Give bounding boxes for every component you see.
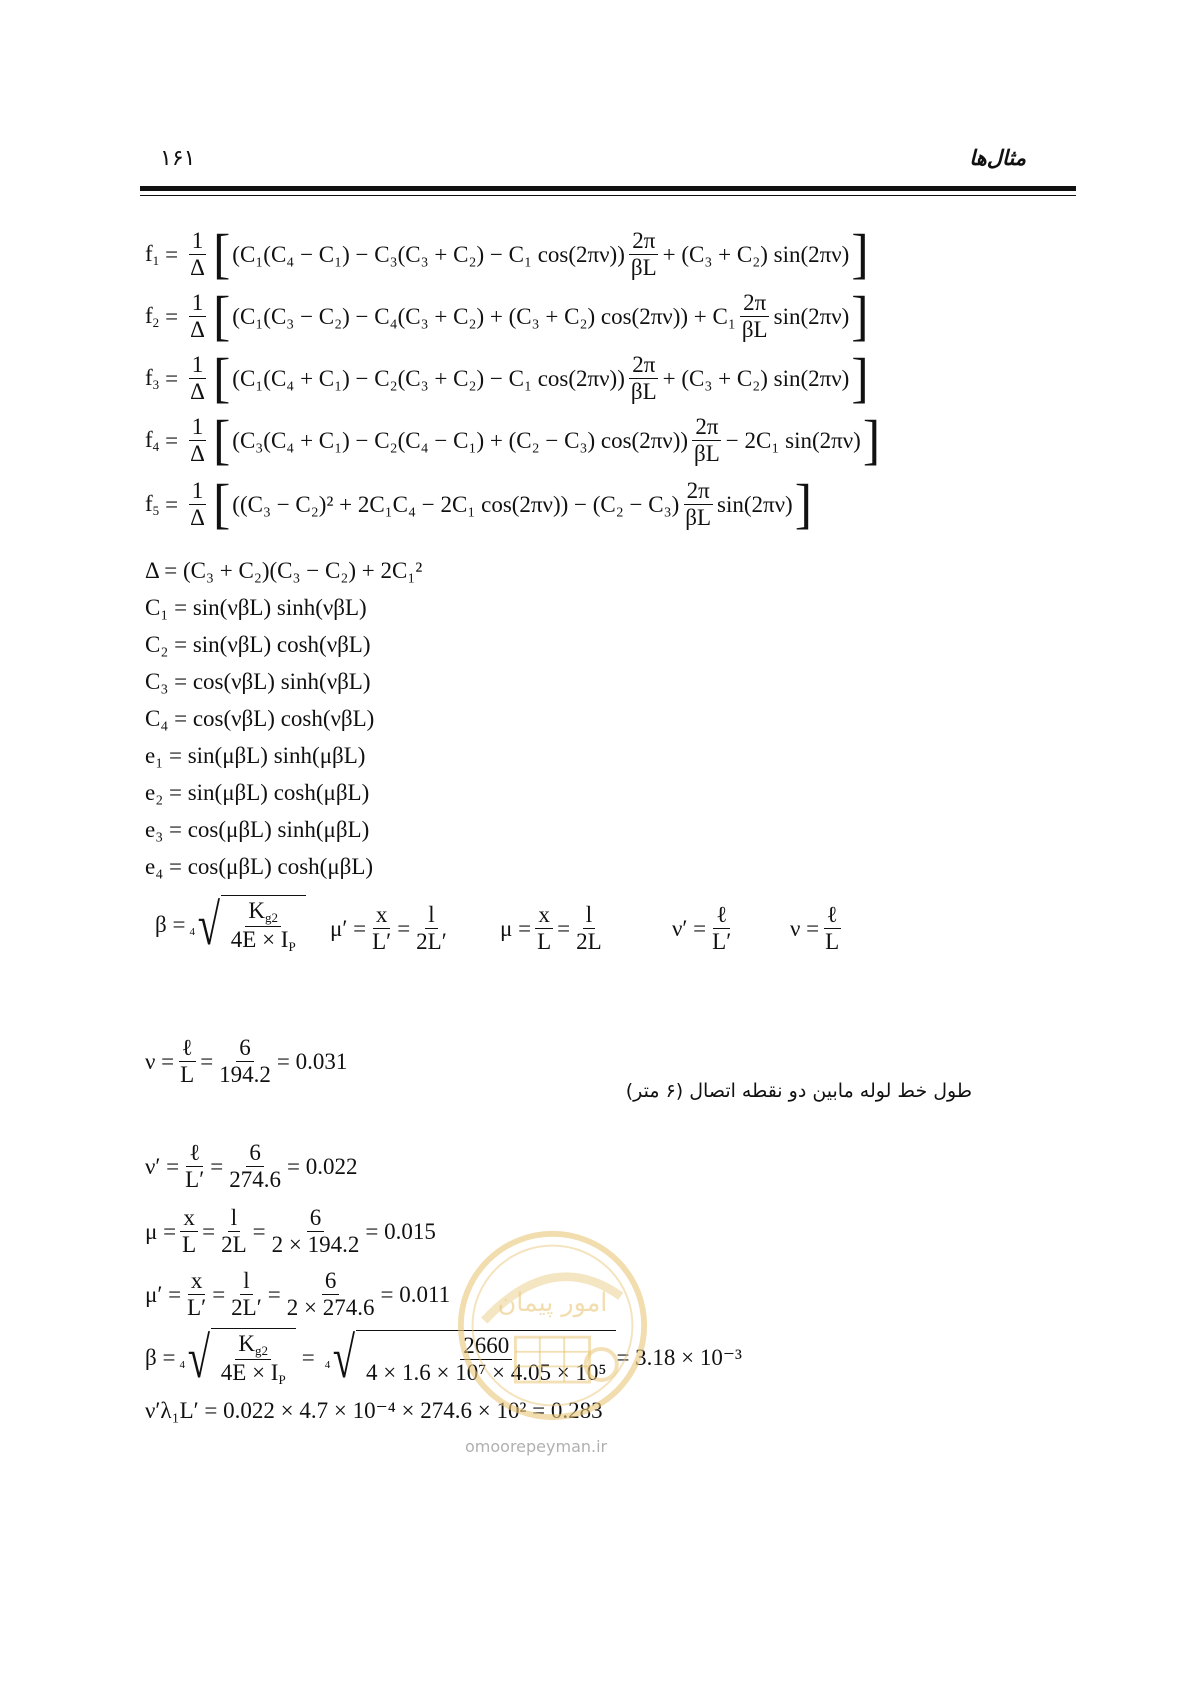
f5-body-b: sin(2πν) xyxy=(717,491,793,517)
nu-prime-lambda-calculation: ν′λ₁L′ = 0.022 × 4.7 × 10⁻⁴ × 274.6 × 10² = 0.283 xyxy=(145,1398,603,1423)
nu-calculation: ν = $\frac{\text{ℓ}}{L}$ = $\frac{6}{194.2}$ = 0.031 xyxy=(145,1035,348,1088)
f3-2pi-over-betaL: $\frac{2\pi}{\beta L}$ xyxy=(630,352,657,405)
c4-definition: C₄ = cos(νβL) cosh(νβL) xyxy=(145,706,375,731)
page-header xyxy=(140,140,1050,180)
fourth-root: 4 √ $\frac{K_{g2}}{4E \times I_P}$ xyxy=(189,895,305,955)
nu-definition: ν = $\frac{\text{ℓ}}{L}$ xyxy=(790,902,840,955)
e1-definition: e₁ = sin(μβL) sinh(μβL) xyxy=(145,743,366,768)
e4-definition: e₄ = cos(μβL) cosh(μβL) xyxy=(145,854,374,879)
f5-prefactor: $\frac{1}{\Delta}$ xyxy=(190,478,205,531)
c1-definition: C₁ = sin(νβL) sinh(νβL) xyxy=(145,595,367,620)
f1-body-a: (C₁(C₄ − C₁) − C₃(C₃ + C₂) − C₁ cos(2πν)) xyxy=(232,241,625,267)
f5-label: $f_5$ xyxy=(145,490,160,518)
f4-body-a: (C₃(C₄ + C₁) − C₂(C₄ − C₁) + (C₂ − C₃) cos(2πν)) xyxy=(232,427,689,453)
f4-2pi-over-betaL: $\frac{2\pi}{\beta L}$ xyxy=(694,414,720,467)
pipeline-length-note: طول خط لوله مابین دو نقطه اتصال (۶ متر) xyxy=(625,1080,972,1102)
f2-body-a: (C₁(C₃ − C₂) − C₄(C₃ + C₂) + (C₃ + C₂) cos(2πν)) + C₁ xyxy=(232,303,736,329)
f5-2pi-over-betaL: $\frac{2\pi}{\beta L}$ xyxy=(685,478,712,531)
e3-definition: e₃ = cos(μβL) sinh(μβL) xyxy=(145,817,370,842)
f2-label: $f_2$ xyxy=(145,302,160,330)
equation-f5: $f_5$ = $\frac{1}{\Delta}$ [ ((C₃ − C₂)² + 2C₁C₄ − 2C₁ cos(2πν)) − (C₂ − C₃) $\frac{2\pi}{\beta L}$ sin(2πν) ] xyxy=(145,474,813,535)
mu-definition: μ = $\frac{x}{L}$ = $\frac{l}{2L}$ xyxy=(500,902,602,955)
f4-prefactor: $\frac{1}{\Delta}$ xyxy=(190,414,205,467)
nu-prime-definition: ν′ = $\frac{\text{ℓ}}{L'}$ xyxy=(672,902,732,955)
delta-definition: Δ = (C₃ + C₂)(C₃ − C₂) + 2C₁² xyxy=(145,558,423,583)
beta-definition: β = 4 √ $\frac{K_{g2}}{4E \times I_P}$ xyxy=(155,895,306,955)
header-rule-thick xyxy=(140,186,1076,191)
f1-prefactor: $\frac{1}{\Delta}$ xyxy=(190,228,205,281)
beta-calculation: β = 4 √ $\frac{K_{g2}}{4E \times I_P}$ = 4 √ $\frac{2660}{\text{4 × 1.6 × 10⁷ × 4.05 × 10⁵}}$ = 3.18 × 10⁻³ xyxy=(145,1324,742,1390)
f2-prefactor: $\frac{1}{\Delta}$ xyxy=(190,290,205,343)
mu-prime-calculation: μ′ = $\frac{x}{L'}$ = $\frac{l}{2L'}$ = $\frac{6}{2 \times 274.6}$ = 0.011 xyxy=(145,1268,451,1321)
nu-prime-calculation: ν′ = $\frac{\text{ℓ}}{L'}$ = $\frac{6}{274.6}$ = 0.022 xyxy=(145,1140,358,1193)
f3-body-b: + (C₃ + C₂) sin(2πν) xyxy=(662,365,850,391)
watermark-site: omoorepeyman.ir xyxy=(465,1437,608,1456)
f3-label: $f_3$ xyxy=(145,364,160,392)
f4-label: $f_4$ xyxy=(145,426,160,454)
equation-f1: $f_1$ = $\frac{1}{\Delta}$ [ (C₁(C₄ − C₁) − C₃(C₃ + C₂) − C₁ cos(2πν)) $\frac{2\pi}{\beta L}$ + (C₃ + C₂) sin(2πν) ] xyxy=(145,224,869,285)
f1-body-b: + (C₃ + C₂) sin(2πν) xyxy=(662,241,850,267)
f3-prefactor: $\frac{1}{\Delta}$ xyxy=(190,352,205,405)
equation-f4: $f_4$ = $\frac{1}{\Delta}$ [ (C₃(C₄ + C₁) − C₂(C₄ − C₁) + (C₂ − C₃) cos(2πν)) $\frac{2\pi}{\beta L}$ − 2C₁ sin(2πν) ] xyxy=(145,410,881,471)
header-rule-thin xyxy=(140,195,1076,196)
equation-f2: $f_2$ = $\frac{1}{\Delta}$ [ (C₁(C₃ − C₂) − C₄(C₃ + C₂) + (C₃ + C₂) cos(2πν)) + C₁ $\frac{2\pi}{\beta L}$ sin(2πν) ] xyxy=(145,286,869,347)
f2-body-b: sin(2πν) xyxy=(773,303,850,329)
running-title: مثال‌ها xyxy=(969,146,1026,170)
c2-definition: C₂ = sin(νβL) cosh(νβL) xyxy=(145,632,371,657)
f1-2pi-over-betaL: $\frac{2\pi}{\beta L}$ xyxy=(630,228,657,281)
f3-body-a: (C₁(C₄ + C₁) − C₂(C₃ + C₂) − C₁ cos(2πν)) xyxy=(232,365,625,391)
mu-calculation: μ = $\frac{x}{L}$ = $\frac{l}{2L}$ = $\frac{6}{2 \times 194.2}$ = 0.015 xyxy=(145,1205,436,1258)
svg-text:امور پیمان: امور پیمان xyxy=(497,1286,608,1317)
page-number: ۱۶۱ xyxy=(160,146,196,171)
f2-2pi-over-betaL: $\frac{2\pi}{\beta L}$ xyxy=(741,290,768,343)
e2-definition: e₂ = sin(μβL) cosh(μβL) xyxy=(145,780,370,805)
f1-label: $f_1$ xyxy=(145,240,160,268)
f4-body-b: − 2C₁ sin(2πν) xyxy=(725,427,861,453)
watermark-logo xyxy=(455,1228,650,1423)
mu-prime-definition: μ′ = $\frac{x}{L'}$ = $\frac{l}{2L'}$ xyxy=(330,902,447,955)
equation-f3: $f_3$ = $\frac{1}{\Delta}$ [ (C₁(C₄ + C₁) − C₂(C₃ + C₂) − C₁ cos(2πν)) $\frac{2\pi}{\beta L}$ + (C₃ + C₂) sin(2πν) ] xyxy=(145,348,869,409)
f5-body-a: ((C₃ − C₂)² + 2C₁C₄ − 2C₁ cos(2πν)) − (C₂ − C₃) xyxy=(232,491,680,517)
c3-definition: C₃ = cos(νβL) sinh(νβL) xyxy=(145,669,371,694)
